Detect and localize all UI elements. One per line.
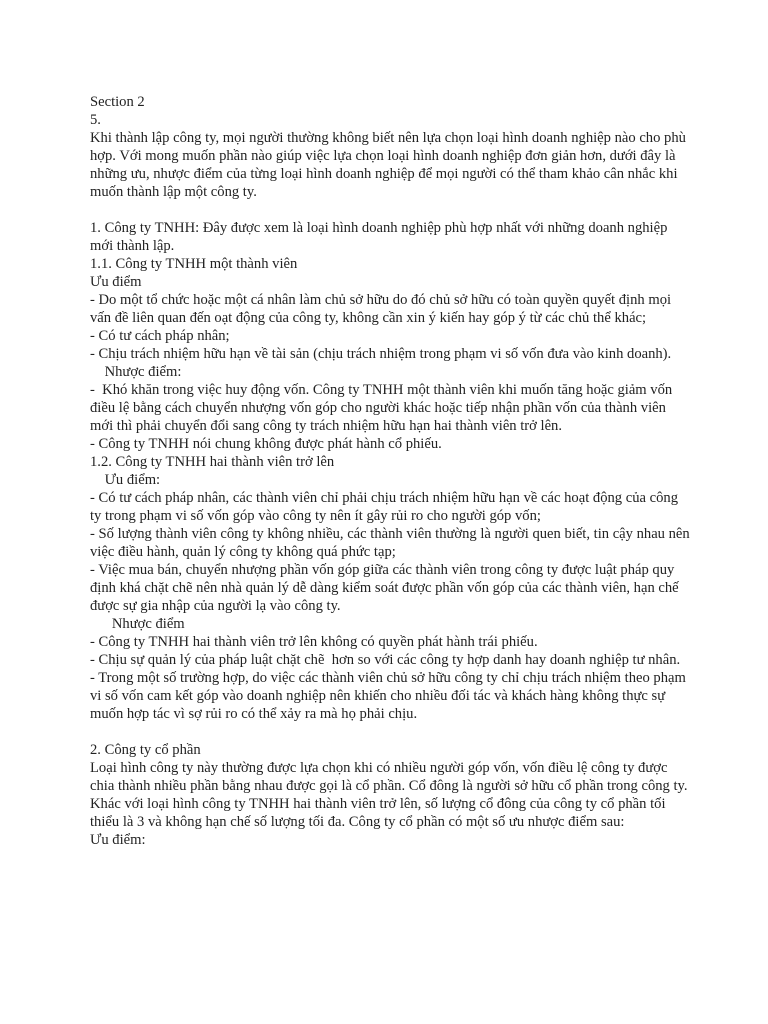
document-page xyxy=(90,93,694,849)
joint-stock-paragraph: Loại hình công ty này thường được lựa chọn khi có nhiều người góp vốn, vốn điều lệ công ty được chia thành nhiều phần bằng nhau được gọi là cổ phần. Cổ đông là người sở hữu cổ phần trong công ty. xyxy=(90,760,688,794)
two-member-con-item: - Công ty TNHH hai thành viên trở lên không có quyền phát hành trái phiếu. xyxy=(90,634,538,650)
one-member-pro-item: - Chịu trách nhiệm hữu hạn về tài sản (chịu trách nhiệm trong phạm vi số vốn đưa vào kinh doanh). xyxy=(90,346,672,362)
two-member-heading: 1.2. Công ty TNHH hai thành viên trở lên xyxy=(90,454,335,470)
item-number: 5. xyxy=(90,112,101,128)
one-member-pro-item: - Có tư cách pháp nhân; xyxy=(90,328,230,344)
two-member-pros-label: Ưu điểm: xyxy=(90,472,161,488)
blank-line xyxy=(90,201,690,219)
joint-stock-paragraph: Khác với loại hình công ty TNHH hai thành viên trở lên, số lượng cổ đông của công ty cổ phần tối thiểu là 3 và không hạn chế số lượng tối đa. Công ty cổ phần có một số ưu nhược điểm sau: xyxy=(90,796,670,830)
blank-line xyxy=(90,723,690,741)
one-member-pros-label: Ưu điểm xyxy=(90,274,142,290)
two-member-con-item: - Chịu sự quản lý của pháp luật chặt chẽ hơn so với các công ty hợp danh hay doanh nghiệp tư nhân. xyxy=(90,652,681,668)
two-member-pro-item: - Có tư cách pháp nhân, các thành viên chỉ phải chịu trách nhiệm hữu hạn về các hoạt động của công ty trong phạm vi số vốn góp vào công ty nên ít gây rủi ro cho người góp vốn; xyxy=(90,490,682,524)
section-heading: Section 2 xyxy=(90,94,145,110)
one-member-pro-item: - Do một tổ chức hoặc một cá nhân làm chủ sở hữu do đó chủ sở hữu có toàn quyền quyết định mọi vấn đề liên quan đến oạt động của công ty, không cần xin ý kiến hay góp ý từ các chủ thể khác; xyxy=(90,292,675,326)
two-member-con-item: - Trong một số trường hợp, do việc các thành viên chủ sở hữu công ty chỉ chịu trách nhiệm theo phạm vi số vốn cam kết góp vào doanh nghiệp nên khiến cho nhiều đối tác và khách hàng không thực sự muốn hợp tác vì sợ rủi ro có thể xảy ra mà họ phải chịu. xyxy=(90,670,690,722)
two-member-pro-item: - Số lượng thành viên công ty không nhiều, các thành viên thường là người quen biết, tin cậy nhau nên việc điều hành, quản lý công ty không quá phức tạp; xyxy=(90,526,694,560)
tnhh-heading: 1. Công ty TNHH: Đây được xem là loại hình doanh nghiệp phù hợp nhất với những doanh nghiệp mới thành lập. xyxy=(90,220,672,254)
two-member-pro-item: - Việc mua bán, chuyển nhượng phần vốn góp giữa các thành viên trong công ty được luật pháp quy định khá chặt chẽ nên nhà quản lý dễ dàng kiểm soát được phần vốn góp của các thành viên, hạn chế được sự gia nhập của người lạ vào công ty. xyxy=(90,562,683,614)
one-member-heading: 1.1. Công ty TNHH một thành viên xyxy=(90,256,298,272)
one-member-cons-label: Nhược điểm: xyxy=(90,364,182,380)
two-member-cons-label: Nhược điểm xyxy=(90,616,185,632)
intro-paragraph: Khi thành lập công ty, mọi người thường không biết nên lựa chọn loại hình doanh nghiệp nào cho phù hợp. Với mong muốn phần nào giúp việc lựa chọn loại hình doanh nghiệp đơn giản hơn, dưới đây là những ưu, nhược điểm của từng loại hình doanh nghiệp để mọi người có thể tham khảo cân nhắc khi muốn thành lập một công ty. xyxy=(90,130,690,200)
joint-stock-heading: 2. Công ty cổ phần xyxy=(90,742,201,758)
one-member-con-item: - Khó khăn trong việc huy động vốn. Công ty TNHH một thành viên khi muốn tăng hoặc giảm vốn điều lệ bằng cách chuyển nhượng vốn góp cho người khác hoặc tiếp nhận phần vốn của thành viên mới thì phải chuyển đổi sang công ty trách nhiệm hữu hạn hai thành viên trở lên. xyxy=(90,382,676,434)
joint-stock-pros-label: Ưu điểm: xyxy=(90,832,146,848)
one-member-con-item: - Công ty TNHH nói chung không được phát hành cổ phiếu. xyxy=(90,436,442,452)
